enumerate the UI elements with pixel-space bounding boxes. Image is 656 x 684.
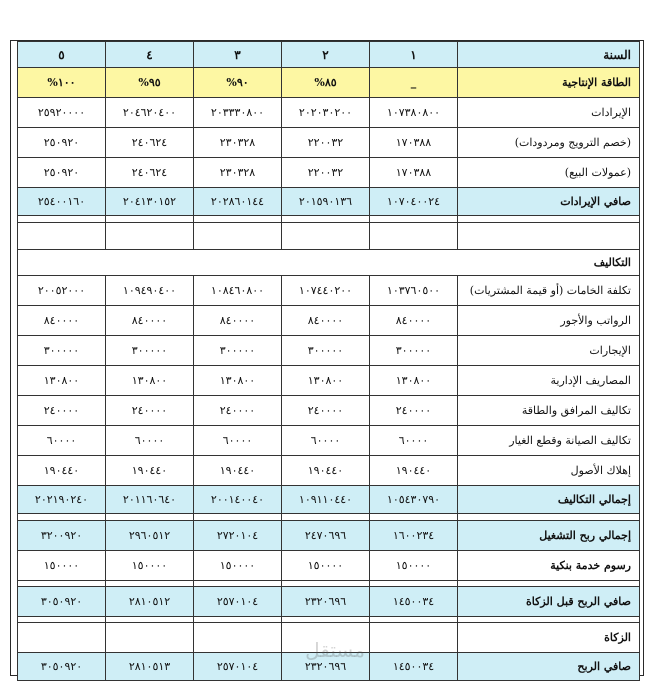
value-cell-year-2: ١٩٠٤٤٠ (282, 456, 370, 486)
value-cell-year-5 (18, 623, 106, 653)
row-label: (خصم الترويج ومردودات) (458, 128, 640, 158)
value-cell-year-5: ٣٠٥٠٩٢٠ (18, 587, 106, 617)
value-cell-year-5: ٢٥٤٠٠١٦٠ (18, 188, 106, 216)
value-cell-year-5: ٨٤٠٠٠٠ (18, 306, 106, 336)
value-cell-year-4: ٢٠٤١٣٠١٥٢ (106, 188, 194, 216)
value-cell-year-4: ٢٨١٠٥١٢ (106, 587, 194, 617)
value-cell-year-1: ١٦٠٠٢٣٤ (370, 521, 458, 551)
value-cell-year-4: ٣٠٠٠٠٠ (106, 336, 194, 366)
row-label: تكلفة الخامات (أو قيمة المشتريات) (458, 276, 640, 306)
net-profit-row (18, 653, 640, 681)
row-label: رسوم خدمة بنكية (458, 551, 640, 581)
value-cell-year-3: ٢٧٢٠١٠٤ (194, 521, 282, 551)
row-label: صافي الربح قبل الزكاة (458, 587, 640, 617)
income-statement-table (17, 41, 640, 681)
value-cell-year-4: ١٥٠٠٠٠ (106, 551, 194, 581)
value-cell-year-1 (370, 223, 458, 250)
value-cell-year-3 (194, 223, 282, 250)
value-cell-year-2: ٣٠٠٠٠٠ (282, 336, 370, 366)
value-cell-year-2: ٢٣٢٠٦٩٦ (282, 653, 370, 681)
value-cell-year-3: ١٣٠٨٠٠ (194, 366, 282, 396)
row-label: تكاليف الصيانة وقطع الغيار (458, 426, 640, 456)
row-label: تكاليف المرافق والطاقة (458, 396, 640, 426)
value-cell-year-2: ٢٣٢٠٦٩٦ (282, 587, 370, 617)
value-cell-year-2: ٢٢٠٠٣٢ (282, 128, 370, 158)
value-cell-year-3 (194, 623, 282, 653)
value-cell-year-4: ٢٤٠٠٠٠ (106, 396, 194, 426)
row-label: (عمولات البيع) (458, 158, 640, 188)
cost-row (18, 456, 640, 486)
row-label: إهلاك الأصول (458, 456, 640, 486)
costs-section-title: التكاليف (18, 250, 640, 276)
value-cell-year-1: ١٧٠٣٨٨ (370, 128, 458, 158)
cost-row (18, 306, 640, 336)
value-cell-year-3: ٢٣٠٣٢٨ (194, 128, 282, 158)
value-cell-year-3: ٢٤٠٠٠٠ (194, 396, 282, 426)
value-cell-year-3: ١٠٨٤٦٠٨٠٠ (194, 276, 282, 306)
value-cell-year-2: ٢٠٢٠٣٠٢٠٠ (282, 98, 370, 128)
row-label: الزكاة (458, 623, 640, 653)
operating-profit-row (18, 521, 640, 551)
costs-title-row (18, 250, 640, 276)
value-cell-year-3: ٢٠٠١٤٠٠٤٠ (194, 486, 282, 514)
value-cell-year-1: ٢٤٠٠٠٠ (370, 396, 458, 426)
value-cell-year-5: ٢٠٢١٩٠٢٤٠ (18, 486, 106, 514)
year-header-1: ١ (370, 42, 458, 68)
value-cell-year-2: ١٣٠٨٠٠ (282, 366, 370, 396)
value-cell-year-4: ٢٤٠٦٢٤ (106, 128, 194, 158)
value-cell-year-1: ١٤٥٠٠٣٤ (370, 653, 458, 681)
value-cell-year-3: ٣٠٠٠٠٠ (194, 336, 282, 366)
value-cell-year-4: ١٣٠٨٠٠ (106, 366, 194, 396)
value-cell-year-1: ١٩٠٤٤٠ (370, 456, 458, 486)
empty-row (18, 223, 640, 250)
year-header-2: ٢ (282, 42, 370, 68)
value-cell-year-2: ١٠٧٤٤٠٢٠٠ (282, 276, 370, 306)
net-revenue-row (18, 188, 640, 216)
zakat-row (18, 623, 640, 653)
row-label: إجمالي التكاليف (458, 486, 640, 514)
value-cell-year-5: ٦٠٠٠٠ (18, 426, 106, 456)
row-label: الإيرادات (458, 98, 640, 128)
value-cell-year-2: ٦٠٠٠٠ (282, 426, 370, 456)
value-cell-year-4: ٦٠٠٠٠ (106, 426, 194, 456)
cost-row (18, 336, 640, 366)
row-label: صافي الإيرادات (458, 188, 640, 216)
value-cell-year-5: ١٣٠٨٠٠ (18, 366, 106, 396)
value-cell-year-1: ٣٠٠٠٠٠ (370, 336, 458, 366)
value-cell-year-1: _ (370, 68, 458, 98)
revenue-row (18, 128, 640, 158)
year-header-3: ٣ (194, 42, 282, 68)
value-cell-year-5: ٢٥٠٩٢٠ (18, 158, 106, 188)
value-cell-year-5: %١٠٠ (18, 68, 106, 98)
value-cell-year-1: ١٣٠٨٠٠ (370, 366, 458, 396)
year-header-5: ٥ (18, 42, 106, 68)
row-label (458, 223, 640, 250)
value-cell-year-1: ١٤٥٠٠٣٤ (370, 587, 458, 617)
value-cell-year-2: ٢٤٧٠٦٩٦ (282, 521, 370, 551)
row-label: إجمالي ربح التشغيل (458, 521, 640, 551)
value-cell-year-1: ٨٤٠٠٠٠ (370, 306, 458, 336)
value-cell-year-1: ١٧٠٣٨٨ (370, 158, 458, 188)
value-cell-year-4 (106, 623, 194, 653)
total-costs-row (18, 486, 640, 514)
value-cell-year-4: ٢٠٤٦٢٠٤٠٠ (106, 98, 194, 128)
cost-row (18, 366, 640, 396)
cost-row (18, 426, 640, 456)
value-cell-year-5: ٣٠٠٠٠٠ (18, 336, 106, 366)
value-cell-year-4: ٨٤٠٠٠٠ (106, 306, 194, 336)
value-cell-year-1: ١٥٠٠٠٠ (370, 551, 458, 581)
row-label: الرواتب والأجور (458, 306, 640, 336)
value-cell-year-4: ٢٨١٠٥١٣ (106, 653, 194, 681)
spacer-row (18, 216, 640, 223)
value-cell-year-2: ٨٤٠٠٠٠ (282, 306, 370, 336)
value-cell-year-2: ١٥٠٠٠٠ (282, 551, 370, 581)
revenue-row (18, 98, 640, 128)
cost-row (18, 396, 640, 426)
year-header-4: ٤ (106, 42, 194, 68)
revenue-row (18, 158, 640, 188)
value-cell-year-4: ٢٠١١٦٠٦٤٠ (106, 486, 194, 514)
value-cell-year-3: ٢٠٣٣٣٠٨٠٠ (194, 98, 282, 128)
value-cell-year-1: ١٠٣٧٦٠٥٠٠ (370, 276, 458, 306)
row-label: الإيجارات (458, 336, 640, 366)
value-cell-year-3: ٦٠٠٠٠ (194, 426, 282, 456)
profit-before-zakat-row (18, 587, 640, 617)
value-cell-year-5: ٣٠٥٠٩٢٠ (18, 653, 106, 681)
value-cell-year-3: %٩٠ (194, 68, 282, 98)
header-row (18, 42, 640, 68)
value-cell-year-2: ٢٠١٥٩٠١٣٦ (282, 188, 370, 216)
value-cell-year-3: ٢٥٧٠١٠٤ (194, 653, 282, 681)
value-cell-year-1: ٦٠٠٠٠ (370, 426, 458, 456)
income-statement-sheet (10, 40, 644, 676)
value-cell-year-2: ٢٤٠٠٠٠ (282, 396, 370, 426)
value-cell-year-1: ١٠٧٣٨٠٨٠٠ (370, 98, 458, 128)
watermark-logo: مستقل (305, 638, 365, 662)
cost-row (18, 276, 640, 306)
value-cell-year-5: ٢٠٠٥٢٠٠٠ (18, 276, 106, 306)
value-cell-year-5: ١٥٠٠٠٠ (18, 551, 106, 581)
value-cell-year-1: ١٠٥٤٣٠٧٩٠ (370, 486, 458, 514)
value-cell-year-5 (18, 223, 106, 250)
row-label: الطاقة الإنتاجية (458, 68, 640, 98)
value-cell-year-4: ١٠٩٤٩٠٤٠٠ (106, 276, 194, 306)
value-cell-year-5: ٢٥٠٩٢٠ (18, 128, 106, 158)
value-cell-year-2: %٨٥ (282, 68, 370, 98)
value-cell-year-4: ٢٩٦٠٥١٢ (106, 521, 194, 551)
value-cell-year-3: ١٥٠٠٠٠ (194, 551, 282, 581)
bank-fees-row (18, 551, 640, 581)
value-cell-year-1 (370, 623, 458, 653)
row-label: صافي الربح (458, 653, 640, 681)
value-cell-year-3: ٨٤٠٠٠٠ (194, 306, 282, 336)
capacity-row (18, 68, 640, 98)
value-cell-year-5: ٣٢٠٠٩٢٠ (18, 521, 106, 551)
value-cell-year-3: ٢٣٠٣٢٨ (194, 158, 282, 188)
row-label: المصاريف الإدارية (458, 366, 640, 396)
value-cell-year-2 (282, 223, 370, 250)
value-cell-year-5: ٢٥٩٢٠٠٠٠ (18, 98, 106, 128)
value-cell-year-4: ١٩٠٤٤٠ (106, 456, 194, 486)
value-cell-year-4: %٩٥ (106, 68, 194, 98)
spacer-row (18, 514, 640, 521)
value-cell-year-3: ٢٥٧٠١٠٤ (194, 587, 282, 617)
value-cell-year-2: ٢٢٠٠٣٢ (282, 158, 370, 188)
value-cell-year-4 (106, 223, 194, 250)
value-cell-year-2 (282, 623, 370, 653)
year-header-label: السنة (458, 42, 640, 68)
value-cell-year-5: ١٩٠٤٤٠ (18, 456, 106, 486)
value-cell-year-3: ١٩٠٤٤٠ (194, 456, 282, 486)
value-cell-year-5: ٢٤٠٠٠٠ (18, 396, 106, 426)
value-cell-year-3: ٢٠٢٨٦٠١٤٤ (194, 188, 282, 216)
value-cell-year-2: ١٠٩١١٠٤٤٠ (282, 486, 370, 514)
value-cell-year-1: ١٠٧٠٤٠٠٢٤ (370, 188, 458, 216)
value-cell-year-4: ٢٤٠٦٢٤ (106, 158, 194, 188)
